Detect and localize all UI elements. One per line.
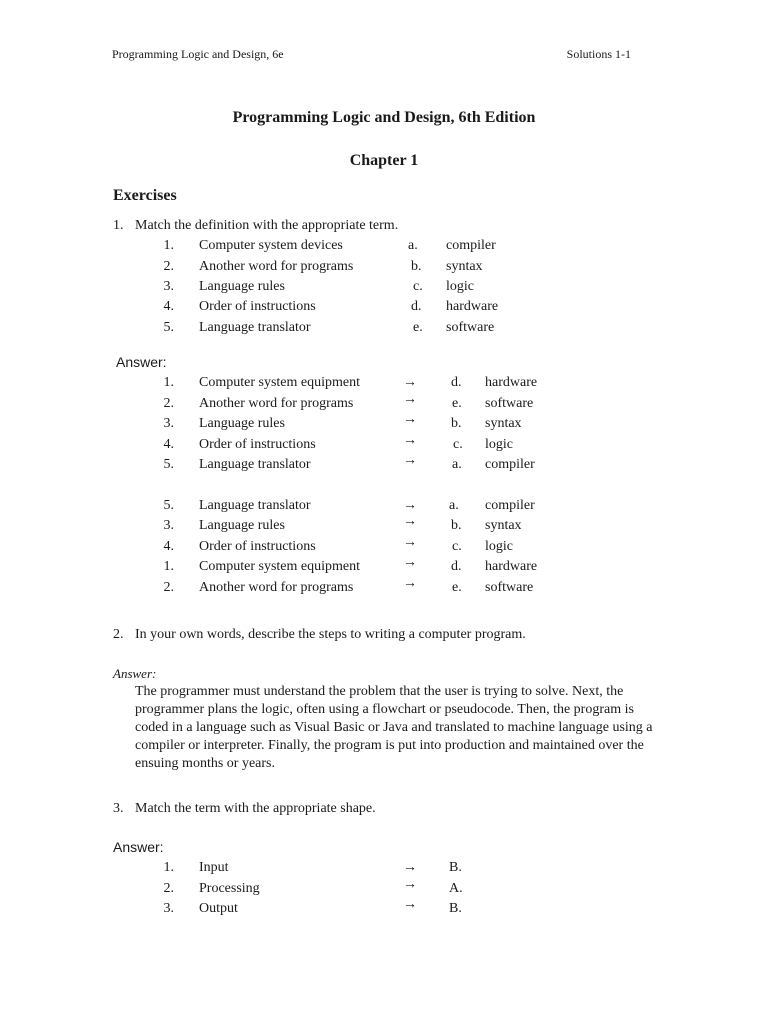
list-cell: 1. bbox=[163, 860, 174, 875]
list-cell: b. bbox=[451, 518, 462, 533]
running-header-right: Solutions 1-1 bbox=[566, 47, 631, 61]
list-cell: compiler bbox=[485, 457, 535, 472]
arrow-icon: → bbox=[403, 412, 417, 427]
arrow-icon: → bbox=[403, 897, 417, 912]
list-cell: e. bbox=[452, 396, 462, 411]
list-cell: compiler bbox=[446, 238, 496, 253]
list-cell: Another word for programs bbox=[199, 580, 354, 595]
q2-answer-label: Answer: bbox=[113, 666, 157, 681]
arrow-icon: → bbox=[403, 392, 417, 407]
list-cell: Another word for programs bbox=[199, 396, 354, 411]
arrow-icon: → bbox=[403, 535, 417, 550]
arrow-icon: → bbox=[403, 860, 417, 875]
list-cell: 3. bbox=[163, 279, 174, 294]
q2-number: 2. bbox=[113, 627, 124, 642]
list-cell: c. bbox=[413, 279, 423, 294]
q1-number: 1. bbox=[113, 218, 124, 233]
list-cell: a. bbox=[408, 238, 418, 253]
list-cell: 4. bbox=[163, 539, 174, 554]
list-cell: 3. bbox=[163, 518, 174, 533]
arrow-icon: → bbox=[403, 514, 417, 529]
list-cell: 1. bbox=[163, 375, 174, 390]
list-cell: 5. bbox=[163, 457, 174, 472]
list-cell: software bbox=[485, 396, 534, 411]
list-cell: Processing bbox=[199, 881, 260, 896]
list-cell: Computer system equipment bbox=[199, 375, 360, 390]
list-cell: A. bbox=[449, 881, 463, 896]
list-cell: software bbox=[446, 320, 495, 335]
arrow-icon: → bbox=[403, 498, 417, 513]
list-cell: d. bbox=[451, 375, 462, 390]
q1-answer-label: Answer: bbox=[116, 354, 167, 370]
q2-prompt: In your own words, describe the steps to writing a computer program. bbox=[135, 627, 526, 642]
list-cell: Computer system equipment bbox=[199, 559, 360, 574]
list-cell: Another word for programs bbox=[199, 259, 354, 274]
list-cell: Language rules bbox=[199, 279, 285, 294]
section-heading: Exercises bbox=[113, 187, 177, 204]
list-cell: 4. bbox=[163, 437, 174, 452]
list-cell: 1. bbox=[163, 238, 174, 253]
list-cell: Language rules bbox=[199, 518, 285, 533]
list-cell: 1. bbox=[163, 559, 174, 574]
list-cell: B. bbox=[449, 860, 462, 875]
list-cell: b. bbox=[451, 416, 462, 431]
list-cell: d. bbox=[451, 559, 462, 574]
list-cell: syntax bbox=[446, 259, 483, 274]
list-cell: 3. bbox=[163, 901, 174, 916]
list-cell: Language translator bbox=[199, 320, 311, 335]
q2-answer-text: The programmer must understand the problem that the user is trying to solve. Next, the programmer plans the logic, often using a flowchart or pseudocode. Then, the program is coded in a language such as Visual Basic or Java and translated to machine language using a compiler or interpreter. Finally, the program is put into production and maintained over the ensuing months or years. bbox=[135, 684, 653, 771]
list-cell: Order of instructions bbox=[199, 299, 316, 314]
list-cell: 2. bbox=[163, 396, 174, 411]
list-cell: 4. bbox=[163, 299, 174, 314]
q3-prompt: Match the term with the appropriate shape. bbox=[135, 801, 376, 816]
list-cell: 5. bbox=[163, 498, 174, 513]
list-cell: hardware bbox=[485, 559, 538, 574]
list-cell: compiler bbox=[485, 498, 535, 513]
list-cell: hardware bbox=[446, 299, 499, 314]
list-cell: hardware bbox=[485, 375, 538, 390]
list-cell: Language translator bbox=[199, 457, 311, 472]
list-cell: c. bbox=[452, 539, 462, 554]
arrow-icon: → bbox=[403, 453, 417, 468]
list-cell: c. bbox=[453, 437, 463, 452]
list-cell: b. bbox=[411, 259, 422, 274]
arrow-icon: → bbox=[403, 877, 417, 892]
running-header-left: Programming Logic and Design, 6e bbox=[112, 47, 284, 61]
arrow-icon: → bbox=[403, 375, 417, 390]
document-title: Programming Logic and Design, 6th Edition bbox=[232, 109, 536, 126]
q3-number: 3. bbox=[113, 801, 124, 816]
list-cell: B. bbox=[449, 901, 462, 916]
list-cell: Input bbox=[199, 860, 229, 875]
list-cell: syntax bbox=[485, 416, 522, 431]
arrow-icon: → bbox=[403, 555, 417, 570]
list-cell: e. bbox=[413, 320, 423, 335]
list-cell: syntax bbox=[485, 518, 522, 533]
list-cell: a. bbox=[449, 498, 459, 513]
list-cell: logic bbox=[446, 279, 474, 294]
list-cell: Output bbox=[199, 901, 238, 916]
list-cell: 2. bbox=[163, 881, 174, 896]
list-cell: d. bbox=[411, 299, 422, 314]
list-cell: software bbox=[485, 580, 534, 595]
list-cell: 5. bbox=[163, 320, 174, 335]
list-cell: logic bbox=[485, 437, 513, 452]
list-cell: logic bbox=[485, 539, 513, 554]
list-cell: Order of instructions bbox=[199, 437, 316, 452]
chapter-heading: Chapter 1 bbox=[349, 152, 419, 169]
list-cell: e. bbox=[452, 580, 462, 595]
list-cell: 2. bbox=[163, 259, 174, 274]
arrow-icon: → bbox=[403, 433, 417, 448]
list-cell: 3. bbox=[163, 416, 174, 431]
list-cell: Language translator bbox=[199, 498, 311, 513]
q1-prompt: Match the definition with the appropriate term. bbox=[135, 218, 399, 233]
list-cell: 2. bbox=[163, 580, 174, 595]
list-cell: a. bbox=[452, 457, 462, 472]
arrow-icon: → bbox=[403, 576, 417, 591]
list-cell: Language rules bbox=[199, 416, 285, 431]
q3-answer-label: Answer: bbox=[113, 839, 164, 855]
list-cell: Computer system devices bbox=[199, 238, 343, 253]
list-cell: Order of instructions bbox=[199, 539, 316, 554]
